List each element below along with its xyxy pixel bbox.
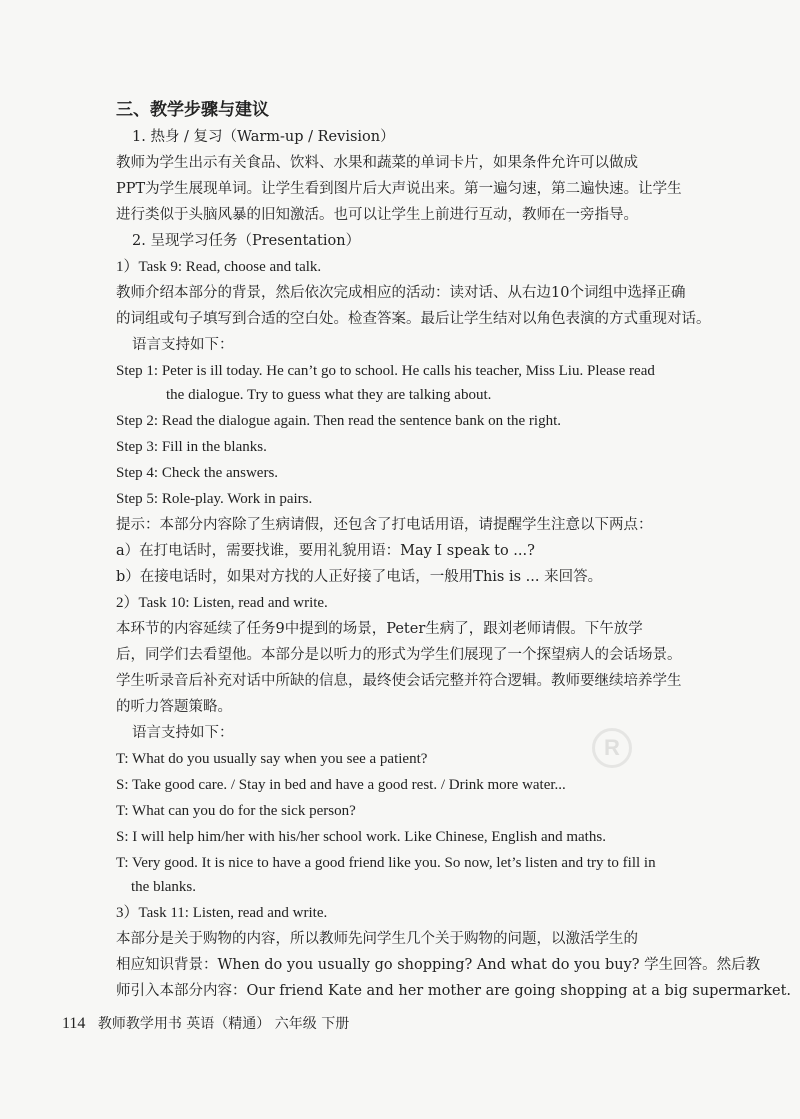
tip-line: 提示：本部分内容除了生病请假，还包含了打电话用语，请提醒学生注意以下两点： <box>116 517 653 533</box>
step-line-continued: the dialogue. Try to guess what they are talking about. <box>166 387 492 403</box>
paragraph-line: 教师为学生出示有关食品、饮料、水果和蔬菜的单词卡片，如果条件允许可以做成 <box>116 155 638 171</box>
paragraph-line: 教师介绍本部分的背景，然后依次完成相应的活动：读对话、从右边10个词组中选择正确 <box>116 285 686 301</box>
step-line: Step 2: Read the dialogue again. Then read the sentence bank on the right. <box>116 413 561 429</box>
paragraph-line: 进行类似于头脑风暴的旧知激活。也可以让学生上前进行互动，教师在一旁指导。 <box>116 207 638 223</box>
tip-item: a）在打电话时，需要找谁，要用礼貌用语：May I speak to ...? <box>116 543 535 559</box>
paragraph-line: 相应知识背景：When do you usually go shopping? And what do you buy? 学生回答。然后教 <box>116 957 761 973</box>
paragraph-line: PPT为学生展现单词。让学生看到图片后大声说出来。第一遍匀速，第二遍快速。让学生 <box>116 181 682 197</box>
dialogue-line: S: Take good care. / Stay in bed and have a good rest. / Drink more water... <box>116 777 566 793</box>
paragraph-line: 的词组或句子填写到合适的空白处。检查答案。最后让学生结对以角色表演的方式重现对话。 <box>116 311 711 327</box>
subsection-heading: 2. 呈现学习任务（Presentation） <box>132 233 361 249</box>
paragraph-line: 师引入本部分内容：Our friend Kate and her mother are going shopping at a big supermarket. <box>116 983 792 999</box>
paragraph-line: 语言支持如下： <box>132 725 234 741</box>
tip-item: b）在接电话时，如果对方找的人正好接了电话，一般用This is ... 来回答。 <box>116 569 603 585</box>
dialogue-line: T: Very good. It is nice to have a good friend like you. So now, let’s listen and try to fill in <box>116 855 656 871</box>
task-heading: 1）Task 9: Read, choose and talk. <box>116 259 322 275</box>
subsection-heading: 1. 热身 / 复习（Warm-up / Revision） <box>132 129 395 145</box>
step-line: Step 3: Fill in the blanks. <box>116 439 267 455</box>
task-heading: 2）Task 10: Listen, read and write. <box>116 595 328 611</box>
step-line: Step 1: Peter is ill today. He can’t go to school. He calls his teacher, Miss Liu. Please read <box>116 363 655 379</box>
task-heading: 3）Task 11: Listen, read and write. <box>116 905 328 921</box>
paragraph-line: 本环节的内容延续了任务9中提到的场景，Peter生病了，跟刘老师请假。下午放学 <box>116 621 643 637</box>
paragraph-line: 的听力答题策略。 <box>116 699 232 715</box>
dialogue-line-continued: the blanks. <box>131 879 196 895</box>
dialogue-line: S: I will help him/her with his/her school work. Like Chinese, English and maths. <box>116 829 606 845</box>
book-title: 教师教学用书 英语（精通） 六年级 下册 <box>97 1016 350 1032</box>
paragraph-line: 学生听录音后补充对话中所缺的信息，最终使会话完整并符合逻辑。教师要继续培养学生 <box>116 673 682 689</box>
dialogue-line: T: What do you usually say when you see a patient? <box>116 751 428 767</box>
registered-mark-watermark: R <box>592 728 632 768</box>
paragraph-line: 本部分是关于购物的内容，所以教师先问学生几个关于购物的问题，以激活学生的 <box>116 931 638 947</box>
paragraph-line: 语言支持如下： <box>132 337 234 353</box>
step-line: Step 4: Check the answers. <box>116 465 279 481</box>
step-line: Step 5: Role-play. Work in pairs. <box>116 491 313 507</box>
dialogue-line: T: What can you do for the sick person? <box>116 803 356 819</box>
page-number: 114 <box>62 1015 86 1032</box>
section-title: 三、教学步骤与建议 <box>116 100 269 120</box>
page-footer <box>62 1014 349 1034</box>
paragraph-line: 后，同学们去看望他。本部分是以听力的形式为学生们展现了一个探望病人的会话场景。 <box>116 647 682 663</box>
